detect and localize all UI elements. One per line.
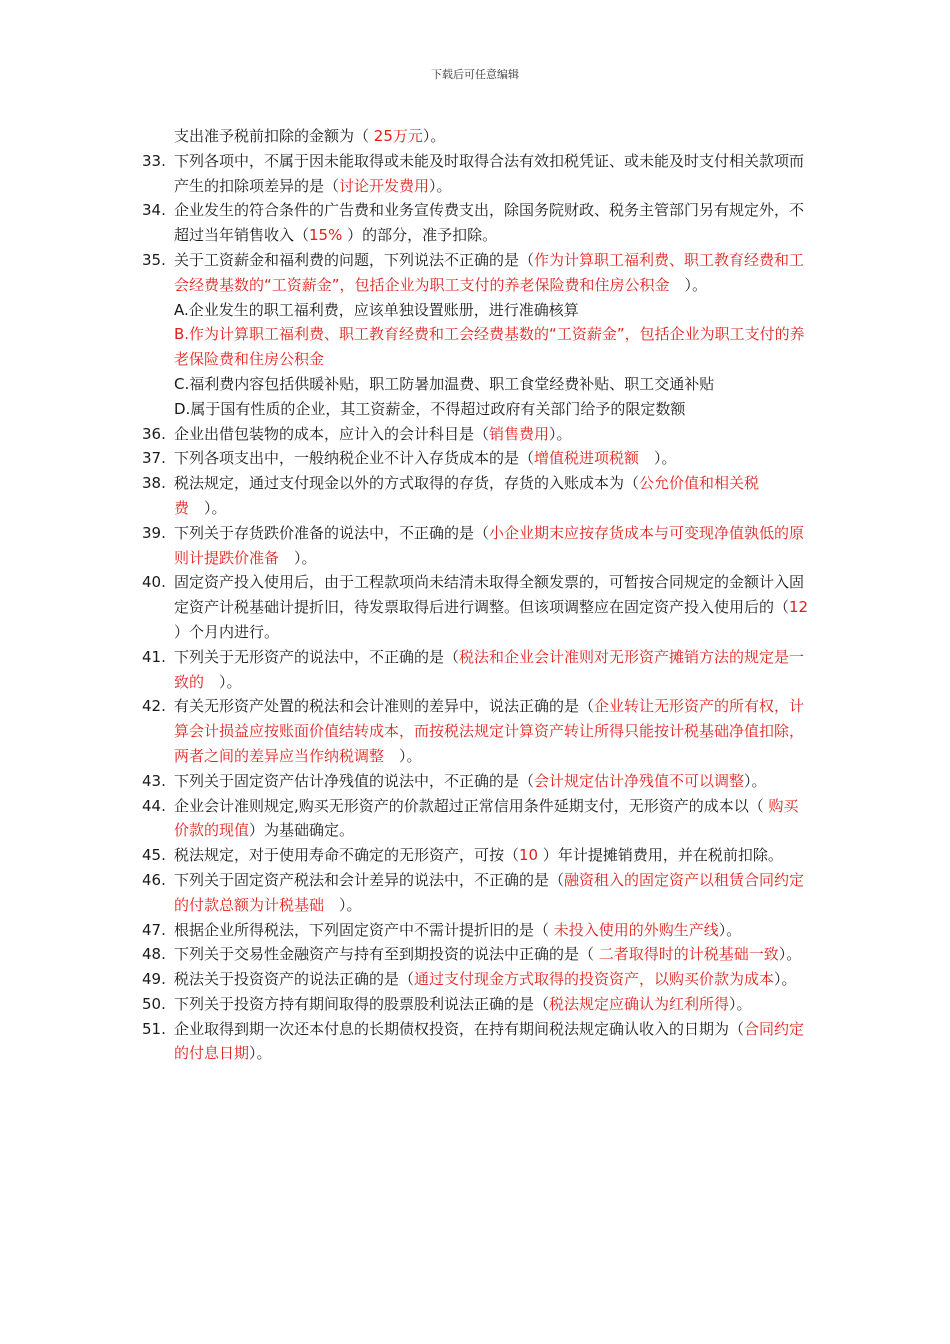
question-40 — [142, 570, 810, 644]
question-text: 税法规定，对于使用寿命不确定的无形资产，可按（ — [174, 846, 520, 865]
question-text-end: ）。 — [778, 945, 802, 964]
answer-text: 公允价值和相关税费 — [174, 474, 760, 517]
answer-text: 通过支付现金方式取得的投资资产，以购买价款为成本 — [414, 970, 775, 989]
question-text-end: ）为基础确定。 — [249, 821, 355, 840]
question-43 — [142, 769, 810, 794]
question-text-end: ）。 — [669, 275, 708, 294]
question-51 — [142, 1017, 810, 1067]
question-text: 下列关于存货跌价准备的说法中，不正确的是（ — [174, 523, 490, 542]
question-36 — [142, 422, 810, 447]
question-text: 下列关于无形资产的说法中，不正确的是（ — [174, 647, 460, 666]
question-text: 固定资产投入使用后，由于工程款项尚未结清未取得全额发票的，可暂按合同规定的金额计入固定资产计税基础计提折旧，待发票取得后进行调整。但该项调整应在固定资产投入使用后的（ — [174, 573, 805, 617]
question-text: 下列关于交易性金融资产与持有至到期投资的说法中正确的是（ — [174, 945, 599, 964]
question-47 — [142, 918, 810, 943]
question-text: 根据企业所得税法，下列固定资产中不需计提折旧的是（ — [174, 920, 554, 939]
question-text: 企业会计准则规定,购买无形资产的价款超过正常信用条件延期支付，无形资产的成本以（ — [174, 796, 769, 815]
question-39 — [142, 521, 810, 571]
answer-text: 10 — [519, 846, 539, 865]
question-number: 38. — [142, 474, 166, 493]
answer-text: 增值税进项税额 — [534, 449, 640, 468]
question-number: 49. — [142, 970, 166, 989]
answer-text: 15% — [309, 226, 343, 245]
question-text-end: ）。 — [774, 970, 797, 989]
question-number: 40. — [142, 573, 166, 592]
question-number: 35. — [142, 250, 166, 269]
question-number: 42. — [142, 697, 166, 716]
question-number: 37. — [142, 449, 166, 468]
question-text-end: ）。 — [204, 672, 242, 691]
question-text-end: ）。 — [324, 895, 362, 914]
question-number: 50. — [142, 994, 166, 1013]
answer-text: 未投入使用的外购生产线 — [553, 920, 719, 939]
question-text: 下列关于固定资产税法和会计差异的说法中，不正确的是（ — [174, 870, 565, 889]
question-number: 46. — [142, 870, 166, 889]
option-d: D.属于国有性质的企业，其工资薪金，不得超过政府有关部门给予的限定数额 — [174, 399, 686, 418]
answer-text: 会计规定估计净残值不可以调整 — [534, 771, 745, 790]
question-number: 45. — [142, 846, 166, 865]
question-text: 税法关于投资资产的说法正确的是（ — [174, 970, 415, 989]
question-text: 税法规定，通过支付现金以外的方式取得的存货，存货的入账成本为（ — [174, 474, 640, 493]
question-text: 企业出借包装物的成本，应计入的会计科目是（ — [174, 424, 490, 443]
question-text-end: ）。 — [189, 498, 227, 517]
question-number: 36. — [142, 424, 166, 443]
question-text-end: ）。 — [744, 771, 767, 790]
question-37 — [142, 446, 810, 471]
question-text-end: ）个月内进行。 — [174, 622, 280, 641]
question-46 — [142, 868, 810, 918]
answer-text: 企业转让无形资产的所有权，计算会计损益应按账面价值结转成本，而按税法规定计算资产转让所得只能按计税基础净值扣除，两者之间的差异应当作纳税调整 — [174, 697, 805, 765]
question-number: 51. — [142, 1019, 166, 1038]
question-49 — [142, 967, 810, 992]
answer-text: 25万元 — [373, 127, 423, 145]
question-number: 47. — [142, 920, 166, 939]
answer-text: 合同约定的付息日期 — [174, 1019, 805, 1063]
question-50 — [142, 992, 810, 1017]
question-text: 有关无形资产处置的税法和会计准则的差异中，说法正确的是（ — [174, 697, 595, 716]
question-text-end: ）年计提摊销费用，并在税前扣除。 — [538, 846, 783, 865]
document-body — [142, 124, 810, 1066]
question-text: 关于工资薪金和福利费的问题，下列说法不正确的是（ — [174, 250, 535, 269]
question-text-end: ）。 — [729, 994, 752, 1013]
answer-text: 税法和企业会计准则对无形资产摊销方法的规定是一致的 — [174, 647, 805, 691]
question-text-end: ）。 — [279, 548, 317, 567]
page-header: 下载后可任意编辑 — [431, 68, 519, 81]
question-48 — [142, 942, 810, 967]
question-text-end: ）。 — [249, 1044, 272, 1063]
question-text: 下列各项支出中，一般纳税企业不计入存货成本的是（ — [174, 449, 535, 468]
question-number: 34. — [142, 201, 166, 220]
question-text: 企业发生的符合条件的广告费和业务宣传费支出，除国务院财政、税务主管部门另有规定外，不超过当年销售收入（ — [174, 201, 805, 245]
option-c: C.福利费内容包括供暖补贴，职工防暑加温费、职工食堂经费补贴、职工交通补贴 — [174, 374, 715, 393]
question-44 — [142, 794, 810, 844]
answer-text: 小企业期末应按存货成本与可变现净值孰低的原则计提跌价准备 — [174, 523, 805, 567]
question-text-end: ）。 — [384, 746, 422, 765]
answer-text: 融资租入的固定资产以租赁合同约定的付款总额为计税基础 — [174, 870, 805, 914]
question-text-end: ）。 — [429, 176, 452, 195]
answer-text: 购买价款的现值 — [174, 796, 799, 840]
answer-text: 讨论开发费用 — [339, 176, 430, 195]
question-number: 48. — [142, 945, 166, 964]
question-text-end: ）。 — [422, 127, 446, 145]
question-text-end: ）。 — [549, 424, 572, 443]
question-text-end: ）的部分，准予扣除。 — [342, 226, 498, 245]
answer-text: 12 — [789, 598, 809, 617]
option-b-correct: B.作为计算职工福利费、职工教育经费和工会经费基数的“工资薪金”，包括企业为职工支付的养老保险费和住房公积金 — [174, 325, 805, 369]
answer-text: 税法规定应确认为红利所得 — [549, 994, 730, 1013]
question-33 — [142, 149, 810, 199]
question-text: 下列关于固定资产估计净残值的说法中，不正确的是（ — [174, 771, 535, 790]
question-text: 下列各项中，不属于因未能取得或未能及时取得合法有效扣税凭证、或未能及时支付相关款项而产生的扣除项差异的是（ — [174, 151, 805, 195]
question-number: 43. — [142, 771, 166, 790]
question-number: 44. — [142, 796, 166, 815]
question-41 — [142, 645, 810, 695]
question-38 — [142, 471, 810, 521]
answer-text: 销售费用 — [489, 424, 550, 443]
question-text: 支出准予税前扣除的金额为（ — [174, 127, 374, 145]
answer-text: 作为计算职工福利费、职工教育经费和工会经费基数的“工资薪金”，包括企业为职工支付的养老保险费和住房公积金 — [174, 250, 805, 294]
answer-text: 二者取得时的计税基础一致 — [598, 945, 779, 964]
question-number: 41. — [142, 647, 166, 666]
question-35 — [142, 248, 810, 298]
question-number: 33. — [142, 151, 166, 170]
question-42 — [142, 694, 810, 768]
question-text: 下列关于投资方持有期间取得的股票股利说法正确的是（ — [174, 994, 550, 1013]
question-number: 39. — [142, 523, 166, 542]
question-34 — [142, 198, 810, 248]
question-text: 企业取得到期一次还本付息的长期债权投资，在持有期间税法规定确认收入的日期为（ — [174, 1019, 745, 1038]
question-32-continuation — [142, 124, 810, 149]
question-45 — [142, 843, 810, 868]
option-a: A.企业发生的职工福利费，应该单独设置账册，进行准确核算 — [174, 300, 579, 319]
question-text-end: ）。 — [639, 449, 677, 468]
question-text-end: ）。 — [718, 920, 742, 939]
